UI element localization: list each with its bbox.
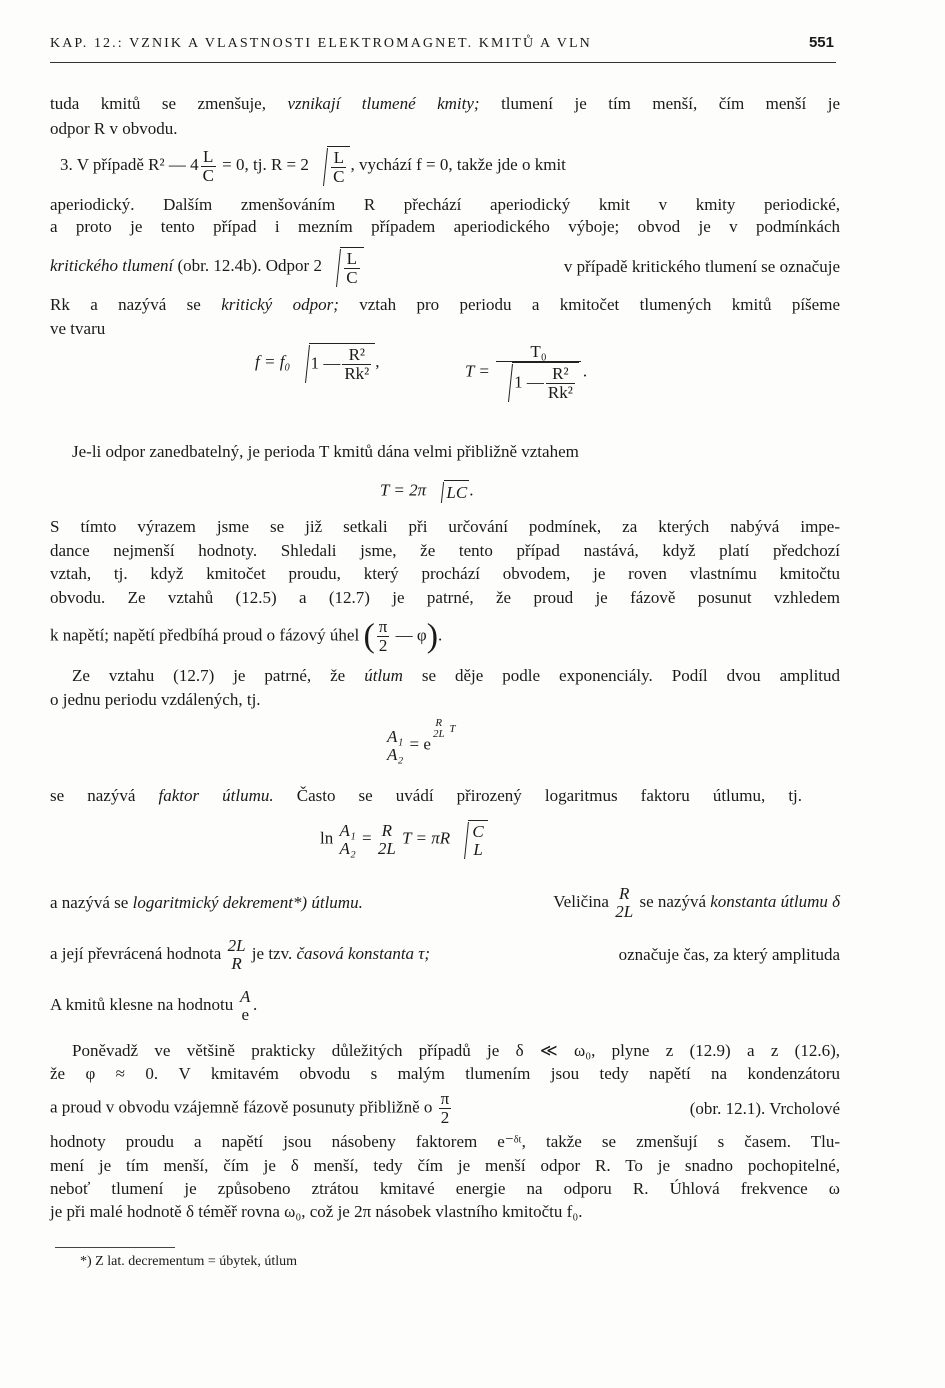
text-line: S tímto výrazem jsme se již setkali při určování podmínek, za kterých nabývá impe-	[50, 517, 840, 536]
text-line-with-fraction: A kmitů klesne na hodnotu A e .	[50, 987, 258, 1024]
text-line: je při malé hodnotě δ téměř rovna ω₀, což je 2π násobek vlastního kmitočtu f₀.	[50, 1202, 583, 1221]
fraction: $\frac{L}{C}$	[202, 146, 214, 185]
square-root: C L	[454, 820, 487, 859]
running-head: KAP. 12.: VZNIK A VLASTNOSTI ELEKTROMAGNET. KMITŮ A VLN	[50, 36, 592, 51]
emphasis: vznikají tlumené kmity;	[287, 94, 480, 113]
text-line: tuda kmitů se zmenšuje, vznikají tlumené kmity; tlumení je tím menší, čím menší je	[50, 94, 841, 113]
text-line-with-root: kritického tlumení (obr. 12.4b). Odpor 2 $\frac{L}{C}$ v případě kritického tlumení se označuje	[50, 249, 840, 287]
text-line-with-fraction: a nazývá se logaritmický dekrement*) útlumu. Veličina R 2L se nazývá konstanta útlumu δ	[50, 884, 840, 921]
text-line: obvodu. Ze vztahů (12.5) a (12.7) je patrné, že proud je fázově posunut vzhledem	[50, 588, 840, 607]
square-root: $\frac{L}{C}$	[313, 146, 350, 186]
fraction: T₀ 1 — $\frac{\text{R²}}{\text{Rk²}}$	[496, 343, 581, 402]
text-line: mení je tím menší, čím je δ menší, tedy čím je menší odpor R. To je snadno pochopitelné,	[50, 1156, 840, 1175]
text-line: neboť tlumení je způsobeno ztrátou kmitavé energie na odporu R. Úhlová frekvence ω	[50, 1179, 840, 1198]
fraction: $\frac{\pi}{2}$	[440, 1089, 450, 1127]
fraction: R 2L	[377, 820, 396, 858]
text-line: o jednu periodu vzdálených, tj.	[50, 690, 261, 709]
text-line: hodnoty proudu a napětí jsou násobeny faktorem e⁻ᵟᵗ, takže se zmenšují s časem. Tlu-	[50, 1132, 840, 1151]
footnote: *) Z lat. decrementum = úbytek, útlum	[80, 1254, 298, 1269]
square-root: $\frac{L}{C}$	[326, 247, 363, 287]
fraction: A₁ A₂	[387, 726, 404, 764]
fraction: R 2L	[615, 884, 634, 921]
text-line-with-fraction: k napětí; napětí předbíhá proud o fázový úhel ( $\frac{\pi}{2}$ — φ).	[50, 617, 443, 655]
text-line: ve tvaru	[50, 319, 106, 338]
text-line: se nazývá faktor útlumu. Často se uvádí přirozený logaritmus faktoru útlumu, tj.	[50, 786, 803, 805]
text-line: vztah, tj. když kmitočet proudu, který prochází obvodem, je roven vlastnímu kmitočtu	[50, 564, 840, 583]
period-equation: T = T₀ 1 — $\frac{\text{R²}}{\text{Rk²}}$ .	[465, 342, 588, 402]
text-line: Poněvadž ve většině prakticky důležitých případů je δ ≪ ω₀, plyne z (12.9) a z (12.6),	[72, 1041, 840, 1060]
page-number: 551	[808, 34, 834, 51]
text-line: Ze vztahu (12.7) je patrné, že útlum se děje podle exponenciály. Podíl dvou amplitud	[72, 666, 841, 685]
amplitude-ratio-equation: A₁ A₂ = e $^{R 2L T}$	[387, 717, 456, 764]
fraction: A e	[240, 987, 251, 1024]
text-line: a proto je tento případ i mezním případem aperiodického výboje; obvod je v podmínkách	[50, 217, 840, 236]
frequency-equation: f = f₀ 1 — $\frac{\text{R²}}{\text{Rk²}}$ ,	[255, 345, 380, 383]
text-line: odpor R v obvodu.	[50, 119, 178, 138]
period-approx-equation: T = 2π LC .	[380, 480, 474, 502]
square-root: LC	[430, 480, 469, 503]
fraction: $\frac{\pi}{2}$	[378, 617, 388, 655]
text-line: Rk a nazývá se kritický odpor; vztah pro periodu a kmitočet tlumených kmitů píšeme	[50, 295, 840, 314]
fraction: A₁ A₂	[339, 820, 356, 858]
text-line: dance nejmenší hodnoty. Shledali jsme, že tento případ nastává, když platí předchozí	[50, 541, 840, 560]
text-line: že φ ≈ 0. V kmitavém obvodu s malým tlumením jsou tedy napětí na kondenzátoru	[50, 1064, 840, 1083]
footnote-rule	[55, 1247, 175, 1248]
text-line: Je-li odpor zanedbatelný, je perioda T kmitů dána velmi přibližně vztahem	[72, 442, 579, 461]
log-decrement-equation: ln A₁ A₂ = R 2L T = πR C L	[320, 820, 488, 859]
text-line: aperiodický. Dalším zmenšováním R přechází aperiodický kmit v kmity periodické,	[50, 195, 840, 214]
text-line-with-fraction: a její převrácená hodnota 2L R je tzv. časová konstanta τ; označuje čas, za který amplituda	[50, 936, 840, 973]
fraction: 2L R	[227, 936, 246, 973]
page-header	[50, 34, 836, 63]
case3-formula-line: 3. V případě R² — 4 $\frac{L}{C}$ = 0, tj. R = 2 $\frac{L}{C}$ , vychází f = 0, takže jde o kmit	[60, 146, 566, 186]
text-line-with-fraction: a proud v obvodu vzájemně fázově posunuty přibližně o $\frac{\pi}{2}$ (obr. 12.1). Vrcholové	[50, 1089, 840, 1127]
square-root: 1 — $\frac{\text{R²}}{\text{Rk²}}$	[295, 343, 376, 383]
